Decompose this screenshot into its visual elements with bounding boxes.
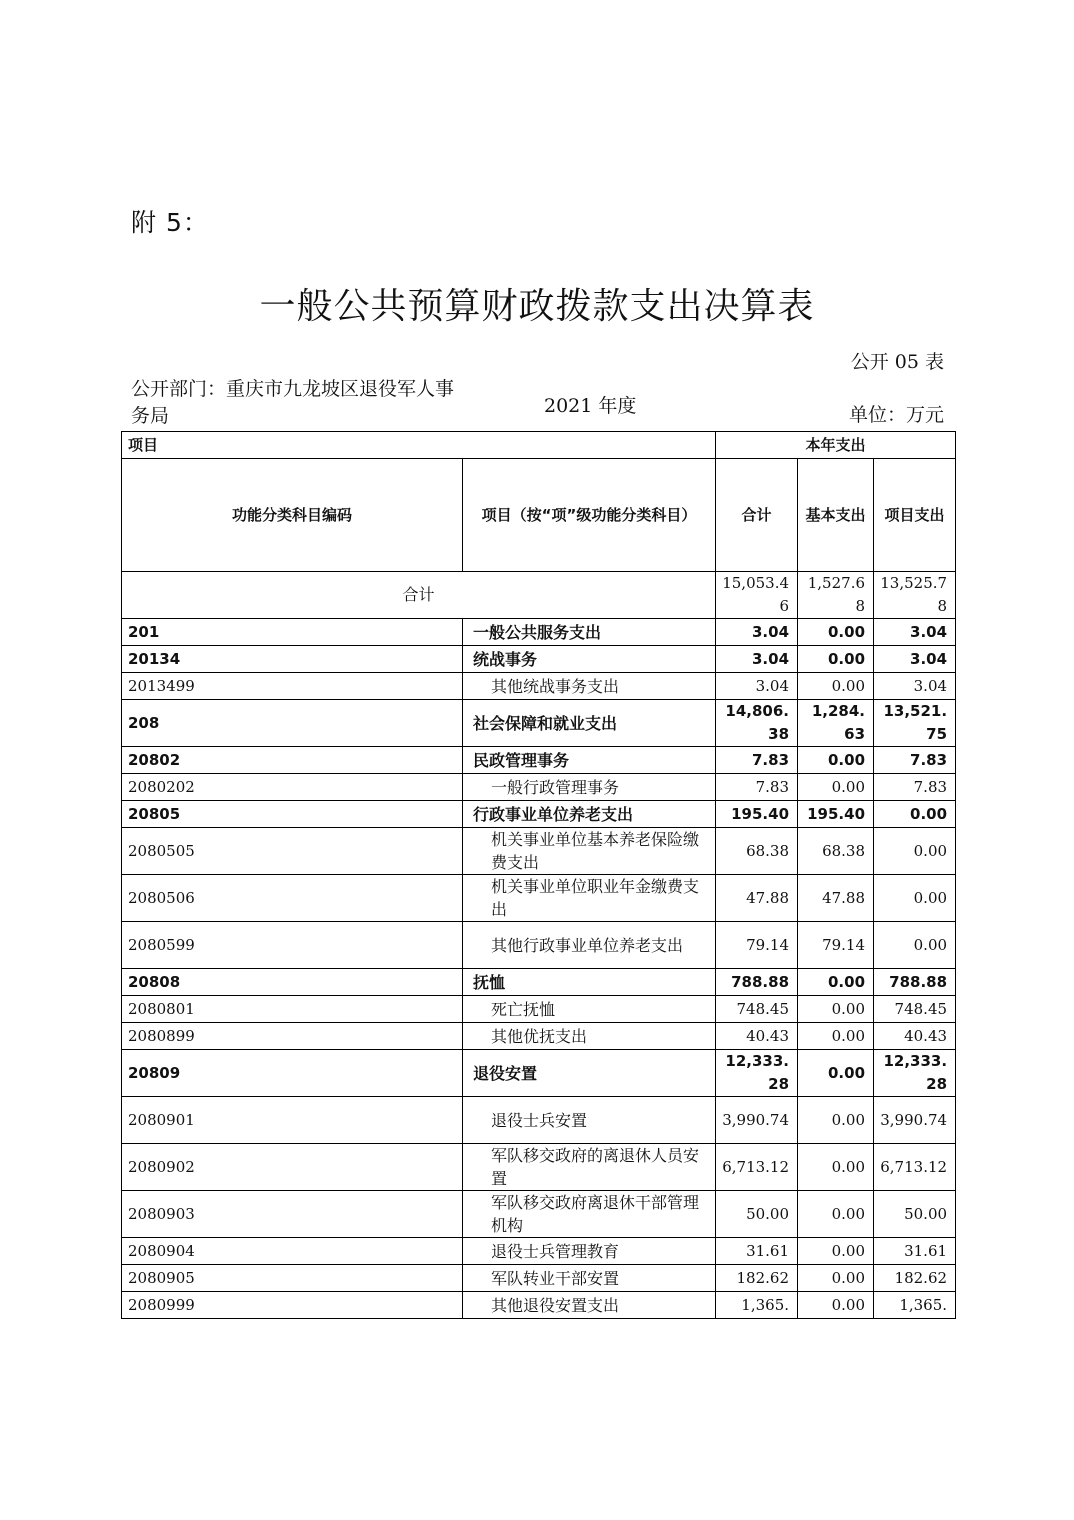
- row-project: 788.88: [874, 969, 956, 996]
- row-code: 2080901: [122, 1097, 463, 1144]
- row-basic: 0.00: [798, 969, 874, 996]
- row-project: 7.83: [874, 747, 956, 774]
- row-basic: 0.00: [798, 774, 874, 801]
- row-basic: 0.00: [798, 1238, 874, 1265]
- row-total: 6,713.12: [716, 1144, 798, 1191]
- row-name: 一般行政管理事务: [463, 774, 716, 801]
- table-row: [122, 700, 956, 747]
- table-row: [122, 828, 956, 875]
- row-name: 军队转业干部安置: [463, 1265, 716, 1292]
- row-total: 12,333.28: [716, 1050, 798, 1097]
- row-total: 3.04: [716, 673, 798, 700]
- row-name: 军队移交政府的离退休人员安置: [463, 1144, 716, 1191]
- table-row: [122, 1265, 956, 1292]
- row-code: 2080506: [122, 875, 463, 922]
- row-project: 3.04: [874, 673, 956, 700]
- row-total: 3.04: [716, 646, 798, 673]
- row-code: 201: [122, 619, 463, 646]
- row-name: 退役士兵管理教育: [463, 1238, 716, 1265]
- header-row-1: [122, 432, 956, 459]
- row-code: 2080904: [122, 1238, 463, 1265]
- row-name: 军队移交政府离退休干部管理机构: [463, 1191, 716, 1238]
- department: 公开部门：重庆市九龙坡区退役军人事务局: [131, 378, 455, 427]
- row-total: 79.14: [716, 922, 798, 969]
- row-name: 机关事业单位职业年金缴费支出: [463, 875, 716, 922]
- form-number: 公开 05 表: [850, 351, 944, 373]
- total-amount: 15,053.46: [716, 572, 798, 619]
- table-row: [122, 922, 956, 969]
- header-row-2: [122, 459, 956, 572]
- row-basic: 47.88: [798, 875, 874, 922]
- header-code: 功能分类科目编码: [122, 459, 463, 572]
- header-basic: 基本支出: [798, 459, 874, 572]
- total-project: 13,525.78: [874, 572, 956, 619]
- row-project: 1,365.: [874, 1292, 956, 1319]
- row-code: 208: [122, 700, 463, 747]
- row-name: 机关事业单位基本养老保险缴费支出: [463, 828, 716, 875]
- row-total: 7.83: [716, 774, 798, 801]
- row-basic: 68.38: [798, 828, 874, 875]
- row-project: 31.61: [874, 1238, 956, 1265]
- row-code: 2080902: [122, 1144, 463, 1191]
- row-name: 死亡抚恤: [463, 996, 716, 1023]
- row-total: 3,990.74: [716, 1097, 798, 1144]
- table-row: [122, 875, 956, 922]
- table-row: [122, 801, 956, 828]
- row-total: 3.04: [716, 619, 798, 646]
- table-row: [122, 646, 956, 673]
- row-basic: 0.00: [798, 747, 874, 774]
- row-total: 1,365.: [716, 1292, 798, 1319]
- row-total: 788.88: [716, 969, 798, 996]
- row-code: 20134: [122, 646, 463, 673]
- page-title: 一般公共预算财政拨款支出决算表: [259, 286, 815, 327]
- row-project: 0.00: [874, 801, 956, 828]
- row-project: 0.00: [874, 922, 956, 969]
- row-project: 13,521.75: [874, 700, 956, 747]
- total-label: 合计: [122, 572, 716, 619]
- row-basic: 0.00: [798, 646, 874, 673]
- row-basic: 0.00: [798, 1265, 874, 1292]
- row-code: 2080202: [122, 774, 463, 801]
- row-basic: 195.40: [798, 801, 874, 828]
- row-name: 退役安置: [463, 1050, 716, 1097]
- row-total: 195.40: [716, 801, 798, 828]
- row-total: 14,806.38: [716, 700, 798, 747]
- expenditure-table: [121, 431, 956, 1319]
- row-basic: 0.00: [798, 1144, 874, 1191]
- header-project: 项目支出: [874, 459, 956, 572]
- table-row: [122, 1238, 956, 1265]
- row-project: 0.00: [874, 875, 956, 922]
- row-name: 一般公共服务支出: [463, 619, 716, 646]
- row-name: 统战事务: [463, 646, 716, 673]
- row-name: 其他行政事业单位养老支出: [463, 922, 716, 969]
- table-row: [122, 1097, 956, 1144]
- total-row: [122, 572, 956, 619]
- table-row: [122, 1191, 956, 1238]
- total-basic: 1,527.68: [798, 572, 874, 619]
- row-name: 退役士兵安置: [463, 1097, 716, 1144]
- table-row: [122, 996, 956, 1023]
- row-basic: 79.14: [798, 922, 874, 969]
- row-project: 0.00: [874, 828, 956, 875]
- row-code: 20805: [122, 801, 463, 828]
- table-row: [122, 1144, 956, 1191]
- row-code: 2080903: [122, 1191, 463, 1238]
- row-basic: 0.00: [798, 996, 874, 1023]
- row-total: 47.88: [716, 875, 798, 922]
- row-name: 其他统战事务支出: [463, 673, 716, 700]
- row-project: 12,333.28: [874, 1050, 956, 1097]
- row-total: 68.38: [716, 828, 798, 875]
- table-row: [122, 969, 956, 996]
- table-row: [122, 1023, 956, 1050]
- row-code: 2080999: [122, 1292, 463, 1319]
- table-row: [122, 747, 956, 774]
- row-code: 20802: [122, 747, 463, 774]
- currency-unit: 单位：万元: [848, 404, 944, 426]
- row-project: 748.45: [874, 996, 956, 1023]
- row-total: 7.83: [716, 747, 798, 774]
- row-name: 抚恤: [463, 969, 716, 996]
- row-code: 2080599: [122, 922, 463, 969]
- fiscal-year: 2021 年度: [544, 395, 637, 417]
- row-total: 748.45: [716, 996, 798, 1023]
- row-name: 行政事业单位养老支出: [463, 801, 716, 828]
- row-code: 2080801: [122, 996, 463, 1023]
- row-code: 2013499: [122, 673, 463, 700]
- row-basic: 1,284.63: [798, 700, 874, 747]
- row-total: 31.61: [716, 1238, 798, 1265]
- row-code: 20809: [122, 1050, 463, 1097]
- row-name: 民政管理事务: [463, 747, 716, 774]
- row-total: 50.00: [716, 1191, 798, 1238]
- row-basic: 0.00: [798, 1023, 874, 1050]
- row-project: 40.43: [874, 1023, 956, 1050]
- row-basic: 0.00: [798, 1050, 874, 1097]
- table-row: [122, 619, 956, 646]
- row-project: 6,713.12: [874, 1144, 956, 1191]
- row-basic: 0.00: [798, 673, 874, 700]
- appendix-label: 附 5：: [131, 208, 209, 237]
- row-total: 182.62: [716, 1265, 798, 1292]
- row-project: 3.04: [874, 619, 956, 646]
- row-project: 50.00: [874, 1191, 956, 1238]
- row-basic: 0.00: [798, 1292, 874, 1319]
- header-current-year: 本年支出: [716, 432, 956, 459]
- row-code: 2080505: [122, 828, 463, 875]
- row-project: 7.83: [874, 774, 956, 801]
- row-project: 182.62: [874, 1265, 956, 1292]
- row-basic: 0.00: [798, 619, 874, 646]
- header-item: 项目: [122, 432, 716, 459]
- row-name: 其他优抚支出: [463, 1023, 716, 1050]
- table-row: [122, 673, 956, 700]
- row-code: 2080899: [122, 1023, 463, 1050]
- row-name: 社会保障和就业支出: [463, 700, 716, 747]
- row-basic: 0.00: [798, 1097, 874, 1144]
- header-total: 合计: [716, 459, 798, 572]
- row-code: 20808: [122, 969, 463, 996]
- row-project: 3.04: [874, 646, 956, 673]
- table-row: [122, 1050, 956, 1097]
- table-row: [122, 774, 956, 801]
- row-name: 其他退役安置支出: [463, 1292, 716, 1319]
- row-basic: 0.00: [798, 1191, 874, 1238]
- row-project: 3,990.74: [874, 1097, 956, 1144]
- row-code: 2080905: [122, 1265, 463, 1292]
- header-name: 项目（按“项”级功能分类科目）: [463, 459, 716, 572]
- row-total: 40.43: [716, 1023, 798, 1050]
- table-row: [122, 1292, 956, 1319]
